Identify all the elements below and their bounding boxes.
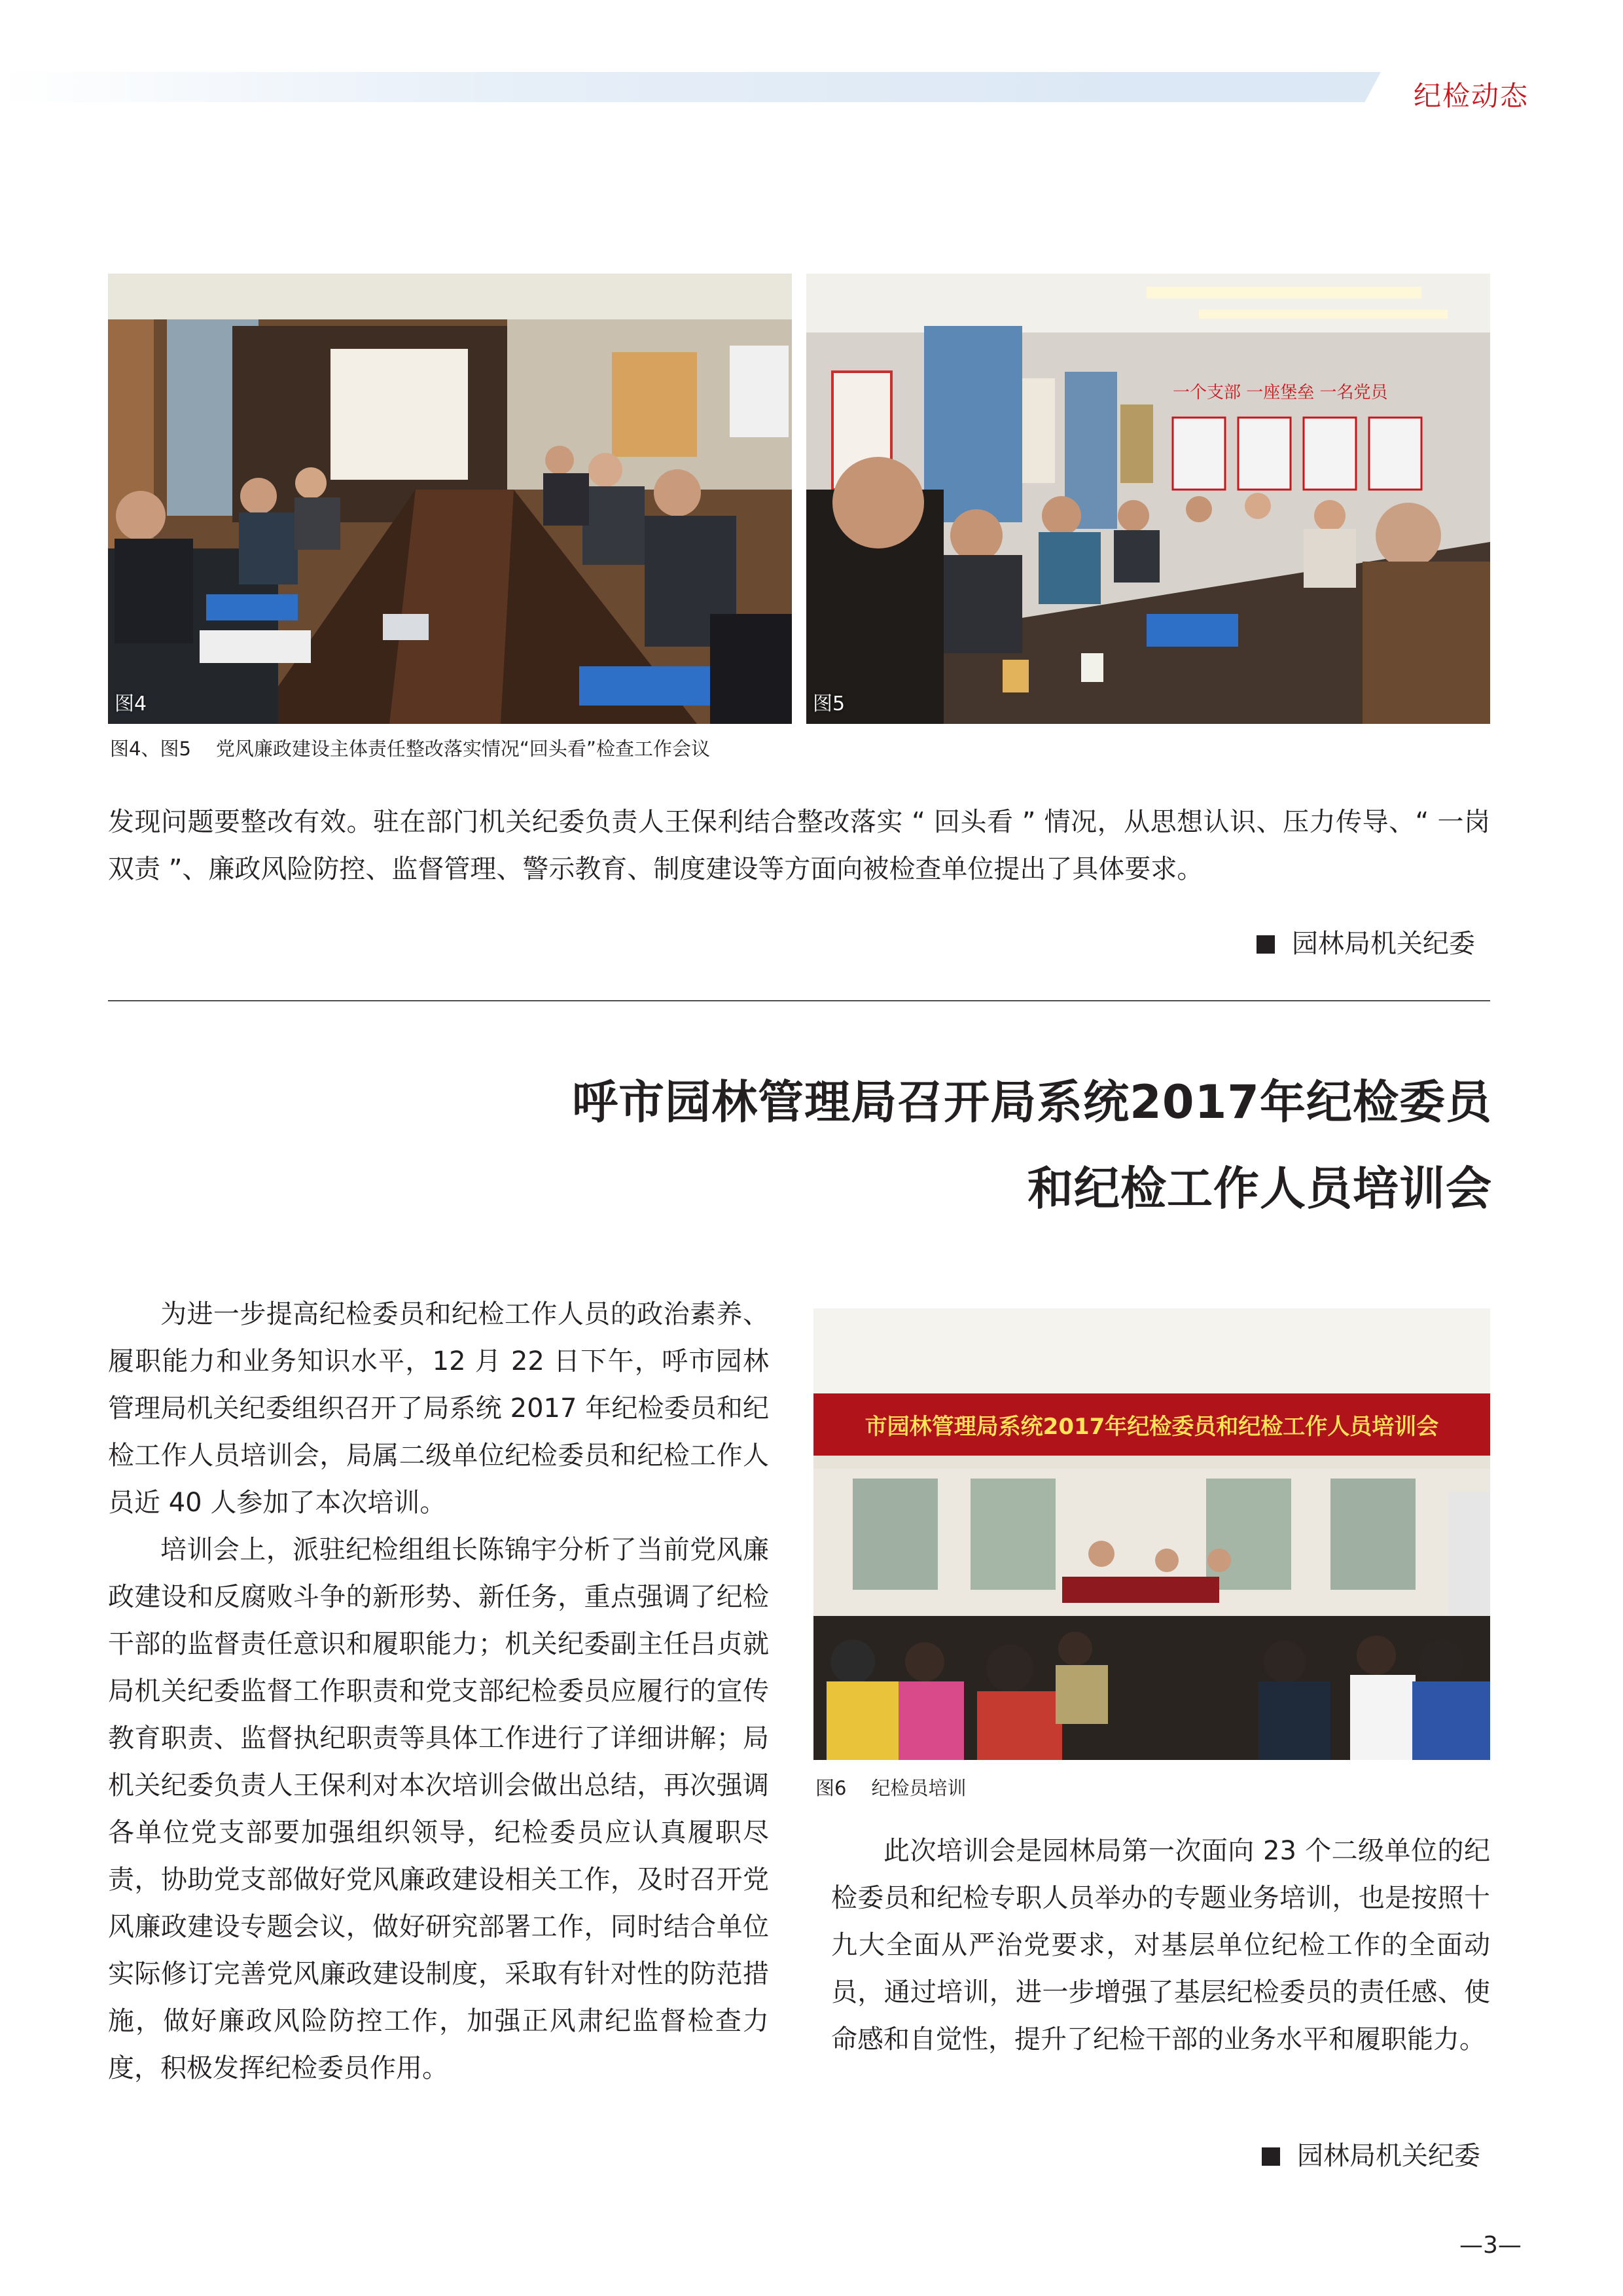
photo-4-illustration	[108, 274, 792, 724]
figure-6-caption-number: 图6	[815, 1777, 847, 1799]
signature-square-icon	[1262, 2147, 1280, 2166]
photo-figure-5	[806, 274, 1490, 724]
article1-signature	[1257, 923, 1475, 960]
figure-6-caption-text: 纪检员培训	[871, 1777, 967, 1799]
figure-6-caption	[815, 1774, 966, 1801]
photo-5-label: 图5	[813, 692, 846, 715]
photo-figure-6	[813, 1308, 1490, 1760]
caption-number: 图4、图5	[110, 738, 191, 760]
caption-text: 党风廉政建设主体责任整改落实情况“回头看”检查工作会议	[215, 738, 710, 760]
article2-signature-text: 园林局机关纪委	[1297, 2141, 1480, 2171]
article1-signature-text: 园林局机关纪委	[1292, 929, 1475, 959]
signature-square-icon	[1257, 935, 1275, 954]
photo-4-label: 图4	[115, 692, 147, 715]
photo-5-illustration	[806, 274, 1490, 724]
photo-figure-4	[108, 274, 792, 724]
photo-6-banner: 市园林管理局系统2017年纪检委员和纪检工作人员培训会	[865, 1414, 1439, 1440]
article2-headline-line2: 和纪检工作人员培训会	[1027, 1162, 1492, 1215]
article2-signature	[1262, 2135, 1480, 2172]
article2-left-column	[108, 1291, 769, 2092]
figure-4-5-caption	[110, 734, 710, 761]
article2-right-column	[831, 1827, 1490, 2063]
article2-paragraph-1: 为进一步提高纪检委员和纪检工作人员的政治素养、履职能力和业务知识水平，12 月 22 日下午，呼市园林管理局机关纪委组织召开了局系统 2017 年纪检委员和纪检工作人员培训会，局属二级单位纪检委员和纪检工作人员近 40 人参加了本次培训。	[108, 1299, 769, 1518]
page-number: —3—	[1459, 2232, 1522, 2259]
article2-paragraph-3: 此次培训会是园林局第一次面向 23 个二级单位的纪检委员和纪检专职人员举办的专题业务培训，也是按照十九大全面从严治党要求，对基层单位纪检工作的全面动员，通过培训，进一步增强了基层纪检委员的责任感、使命感和自觉性，提升了纪检干部的业务水平和履职能力。	[831, 1836, 1490, 2054]
section-title: 纪检动态	[1414, 80, 1529, 112]
photo-6-illustration	[813, 1308, 1490, 1760]
article2-headline-line1: 呼市园林管理局召开局系统2017年纪检委员	[572, 1075, 1492, 1129]
section-divider	[108, 1000, 1490, 1001]
article2-paragraph-2: 培训会上，派驻纪检组组长陈锦宇分析了当前党风廉政建设和反腐败斗争的新形势、新任务，重点强调了纪检干部的监督责任意识和履职能力；机关纪委副主任吕贞就局机关纪委监督工作职责和党支部纪检委员应履行的宣传教育职责、监督执纪职责等具体工作进行了详细讲解；局机关纪委负责人王保利对本次培训会做出总结，再次强调各单位党支部要加强组织领导，纪检委员应认真履职尽责，协助党支部做好党风廉政建设相关工作，及时召开党风廉政建设专题会议，做好研究部署工作，同时结合单位实际修订完善党风廉政建设制度，采取有针对性的防范措施，做好廉政风险防控工作，加强正风肃纪监督检查力度，积极发挥纪检委员作用。	[108, 1535, 769, 2083]
article1-paragraph: 发现问题要整改有效。驻在部门机关纪委负责人王保利结合整改落实 “ 回头看 ” 情况，从思想认识、压力传导、“ 一岗双责 ”、廉政风险防控、监督管理、警示教育、制度建设等方面向被检查单位提出了具体要求。	[108, 807, 1490, 884]
wall-slogan: 一个支部 一座堡垒 一名党员	[1173, 383, 1388, 403]
